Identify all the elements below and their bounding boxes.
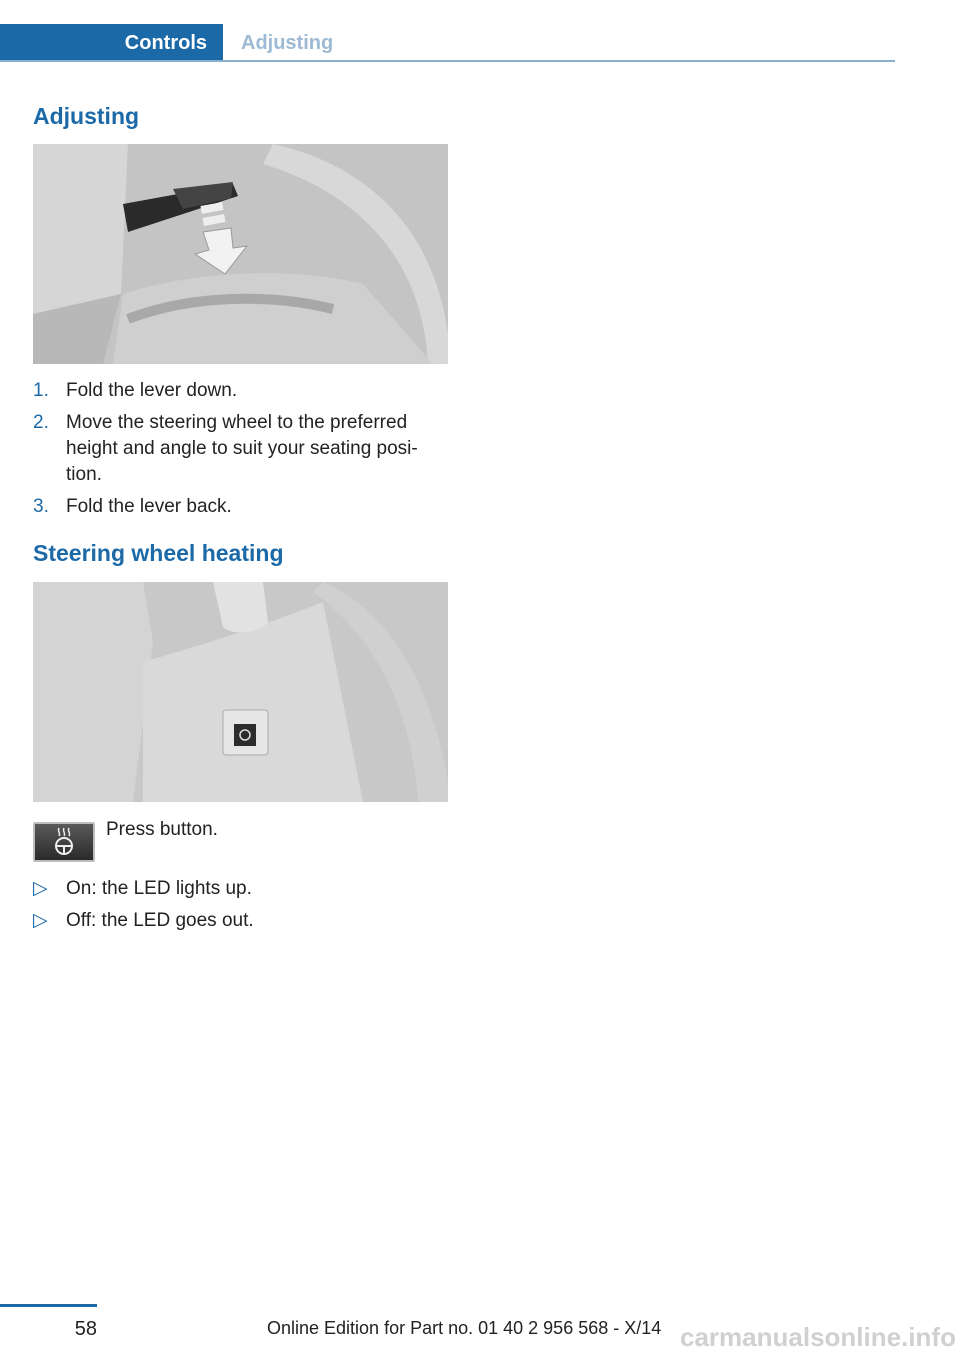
tab-adjusting-label: Adjusting: [241, 31, 334, 54]
steering-heating-button-icon: [33, 822, 95, 862]
footer-divider: [0, 1304, 97, 1307]
bullet-marker: ▷: [33, 910, 48, 931]
page-number: 58: [74, 1318, 97, 1340]
list-item: [33, 908, 453, 934]
section-title-steering-wheel-heating: Steering wheel heating: [33, 540, 284, 566]
bullet-text: Off: the LED goes out.: [66, 910, 254, 931]
edition-text: Online Edition for Part no. 01 40 2 956 568 - X/14: [267, 1318, 662, 1338]
step-marker: 2.: [33, 412, 49, 433]
adjusting-steps: [33, 378, 453, 526]
step-text: Move the steering wheel to the preferred height and angle to suit your seating posi‐tion.: [66, 412, 418, 485]
section-title-adjusting: Adjusting: [33, 103, 140, 129]
step-text: Fold the lever back.: [66, 496, 232, 517]
step-marker: 1.: [33, 380, 49, 401]
list-item: [33, 410, 453, 488]
tab-adjusting[interactable]: [223, 24, 333, 62]
steering-lever-illustration: [33, 144, 448, 364]
bullet-marker: ▷: [33, 878, 48, 899]
step-marker: 3.: [33, 496, 49, 517]
page-header: [0, 0, 895, 62]
list-item: [33, 378, 453, 404]
step-text: Fold the lever down.: [66, 380, 238, 401]
watermark: carmanualsonline.info: [680, 1322, 956, 1352]
tab-controls[interactable]: [0, 24, 223, 62]
list-item: [33, 876, 453, 902]
bullet-text: On: the LED lights up.: [66, 878, 252, 899]
press-button-text: Press button.: [106, 819, 218, 840]
header-divider: [0, 60, 895, 62]
steering-heating-illustration: [33, 582, 448, 802]
heating-status-list: [33, 876, 453, 940]
list-item: [33, 494, 453, 520]
tab-controls-label: Controls: [124, 31, 207, 54]
